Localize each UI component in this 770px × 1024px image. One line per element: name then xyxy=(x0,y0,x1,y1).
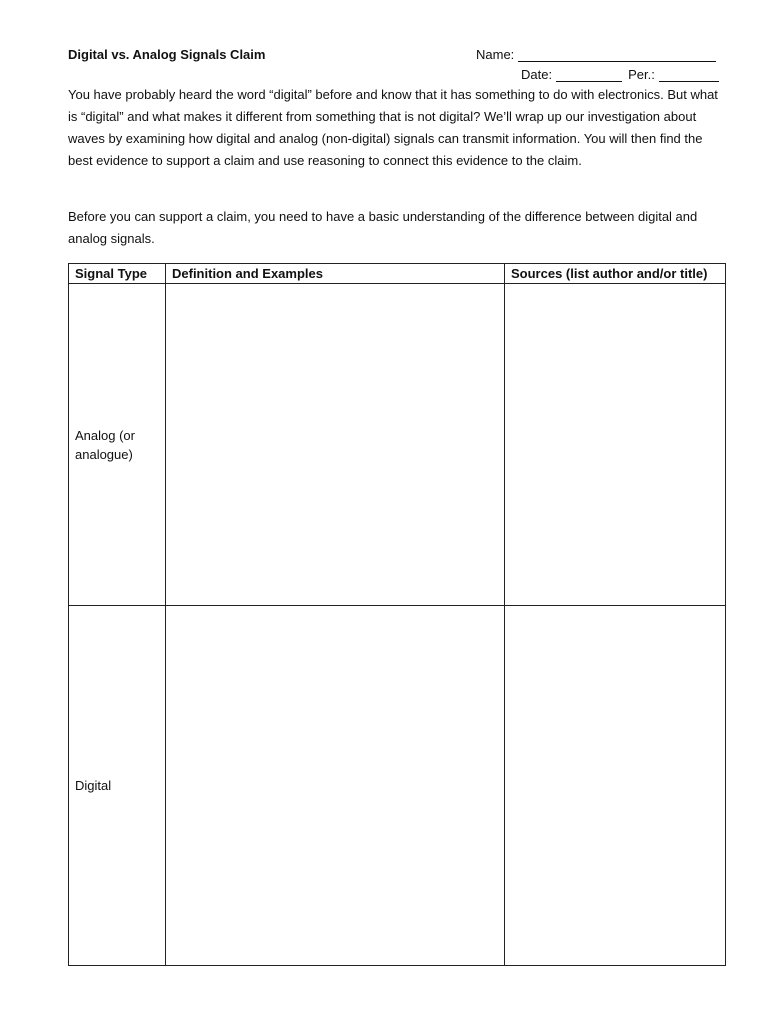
digital-type-cell: Digital xyxy=(69,606,166,966)
header-signal-type: Signal Type xyxy=(69,264,166,284)
period-label: Per.: xyxy=(628,67,655,82)
instructions-paragraph: Before you can support a claim, you need to have a basic understanding of the difference between digital and analog signals. xyxy=(68,209,698,246)
table-row xyxy=(69,284,726,606)
digital-definition-cell[interactable] xyxy=(166,606,505,966)
name-label: Name: xyxy=(476,47,515,62)
header-sources: Sources (list author and/or title) xyxy=(505,264,726,284)
period-blank[interactable] xyxy=(659,67,719,82)
worksheet-title: Digital vs. Analog Signals Claim xyxy=(68,47,266,62)
table-header-row xyxy=(69,264,726,284)
header-definition: Definition and Examples xyxy=(166,264,505,284)
table-row xyxy=(69,606,726,966)
date-blank[interactable] xyxy=(556,67,622,82)
date-label: Date: xyxy=(521,67,553,82)
analog-definition-cell[interactable] xyxy=(166,284,505,606)
intro-paragraph: You have probably heard the word “digital” before and know that it has something to do with electronics. But what is “digital” and what makes it different from something that is not digital? We’ll wrap up our investigation about waves by examining how digital and analog (non-digital) signals can transmit information. You will then find the best evidence to support a claim and use reasoning to connect this evidence to the claim. xyxy=(68,87,718,168)
analog-type-cell: Analog (or analogue) xyxy=(69,284,166,606)
name-field xyxy=(476,47,716,62)
date-period-line xyxy=(521,67,719,82)
name-blank[interactable] xyxy=(518,47,716,62)
digital-sources-cell[interactable] xyxy=(505,606,726,966)
signals-table xyxy=(68,263,726,966)
analog-sources-cell[interactable] xyxy=(505,284,726,606)
